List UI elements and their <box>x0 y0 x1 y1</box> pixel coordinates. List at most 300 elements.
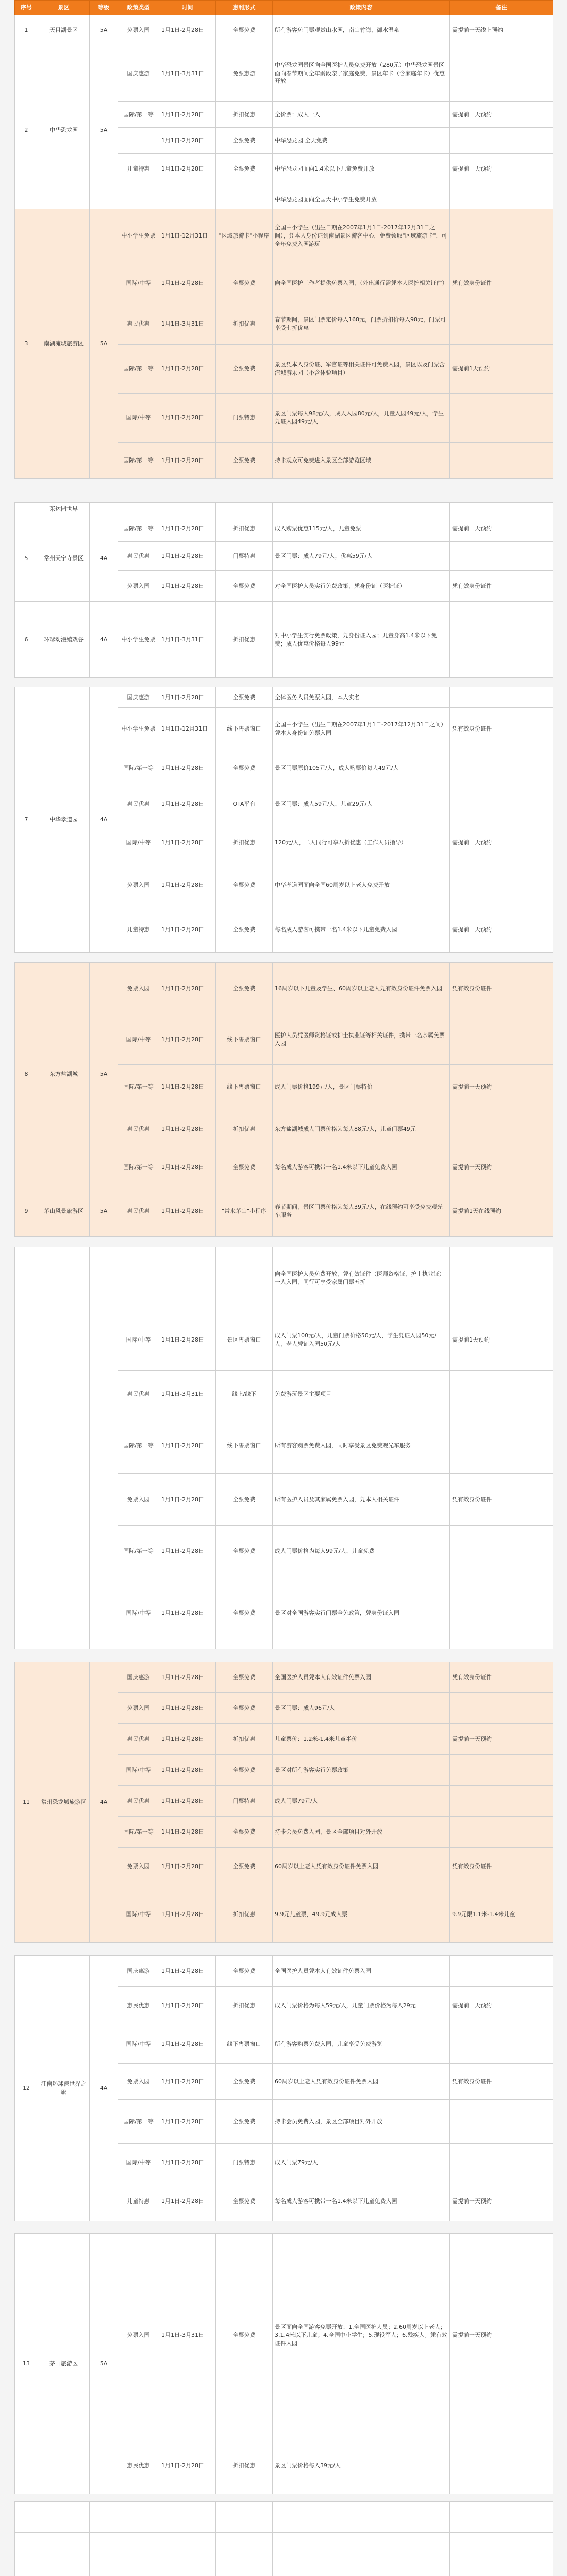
table-cell: 4A <box>90 602 118 678</box>
table-cell: 1月1日-2月28日 <box>159 345 216 394</box>
table-cell: 1月1日-2月28日 <box>159 1755 216 1786</box>
table-cell <box>38 1247 90 1649</box>
table-cell: 全票免费 <box>216 2182 273 2221</box>
table-row <box>15 602 553 678</box>
table-row <box>15 1247 553 1309</box>
table-cell <box>90 1247 118 1649</box>
table-cell <box>450 687 553 708</box>
table-cell: 每名成人游客可携带一名1.4米以下儿童免费入园 <box>273 2182 450 2221</box>
table-cell: 成人购票优惠115元/人，儿童免票 <box>273 515 450 542</box>
table-cell: 1月1日-2月28日 <box>159 102 216 128</box>
table-cell: 茅山风景旅游区 <box>38 1185 90 1237</box>
table-cell <box>216 1247 273 1309</box>
table-cell: 1月1日-2月28日 <box>159 1987 216 2025</box>
table-row <box>15 687 553 708</box>
table-cell: 全票免费 <box>216 128 273 154</box>
policy-table <box>14 1955 553 2221</box>
table-cell: 全票免费 <box>216 2064 273 2100</box>
table-cell: 全国中小学生（出生日期在2007年1月1日-2017年12月31日之间），凭本人身份证到南湖景区游客中心，免费领取"区域旅游卡"，可全年免费入园游玩 <box>273 209 450 263</box>
table-cell: 线下售票窗口 <box>216 1065 273 1109</box>
table-cell: 需提前一天预约 <box>450 822 553 863</box>
table-cell: 9.9元儿童票，49.9元成人票 <box>273 1886 450 1943</box>
table-cell: 3 <box>15 209 38 479</box>
table-cell: 景区门票：成人79元/人，优惠59元/人 <box>273 542 450 571</box>
table-cell <box>450 1577 553 1649</box>
table-cell: 惠民优惠 <box>118 1724 159 1755</box>
table-cell: 11 <box>15 1662 38 1943</box>
table-cell: 1月1日-2月28日 <box>159 515 216 542</box>
table-row <box>15 2502 553 2533</box>
table-cell: 中华恐龙园景区向全国医护人员免费开放（280元）中华恐龙园景区面向春节期间全年龄段亲子家庭免费，景区年卡（含家庭年卡）优惠开放 <box>273 45 450 102</box>
table-cell: 持卡会员免费入园，景区全部项目对外开放 <box>273 2100 450 2144</box>
table-cell: 线下售票窗口 <box>216 2025 273 2064</box>
table-cell: 1月1日-12月31日 <box>159 708 216 750</box>
column-header: 政策内容 <box>273 1 450 15</box>
table-cell: 全票免费 <box>216 863 273 907</box>
table-cell: 东方盐湖城 <box>38 963 90 1185</box>
table-cell <box>159 1247 216 1309</box>
table-cell: 全票免费 <box>216 154 273 184</box>
table-cell: 惠民优惠 <box>118 1987 159 2025</box>
table-cell: 1月1日-2月28日 <box>159 571 216 602</box>
column-header: 政策类型 <box>118 1 159 15</box>
table-cell: 国庆惠游 <box>118 1662 159 1693</box>
table-cell: 每名成人游客可携带一名1.4米以下儿童免费入园 <box>273 907 450 953</box>
table-cell: 线下售票窗口 <box>216 1417 273 1474</box>
column-header: 景区 <box>38 1 90 15</box>
table-cell: 国际/第一等 <box>118 1065 159 1109</box>
table-row <box>15 2533 553 2576</box>
table-cell: OTA平台 <box>216 786 273 822</box>
table-cell: 需提前一天预约 <box>450 154 553 184</box>
table-cell <box>450 1786 553 1817</box>
table-cell: 东方盐湖城成人门票价格为每人88元/人，儿童门票49元 <box>273 1109 450 1149</box>
table-cell: 向全国医护工作者提供免票入园，（外出通行需凭本人医护相关证件） <box>273 263 450 303</box>
table-cell: 需提前一天预约 <box>450 1724 553 1755</box>
table-cell: 1月1日-2月28日 <box>159 786 216 822</box>
table-cell: 1月1日-2月28日 <box>159 1886 216 1943</box>
table-cell: 对中小学生实行免票政策，凭身份证入园；儿童身高1.4米以下免费；成人优惠价格每人99元 <box>273 602 450 678</box>
table-cell <box>450 209 553 263</box>
table-cell: 1月1日-2月28日 <box>159 394 216 443</box>
table-cell <box>273 2502 450 2533</box>
table-cell: 国际/第一等 <box>118 2100 159 2144</box>
table-cell <box>90 503 118 515</box>
table-cell: 1月1日-2月28日 <box>159 154 216 184</box>
table-cell: 1月1日-2月28日 <box>159 1693 216 1724</box>
column-header: 惠利形式 <box>216 1 273 15</box>
table-cell: 儿童特惠 <box>118 2182 159 2221</box>
table-cell: 4A <box>90 1956 118 2221</box>
policy-table <box>14 0 553 215</box>
table-cell: 折扣优惠 <box>216 1886 273 1943</box>
table-cell <box>450 1247 553 1309</box>
table-cell: 凭有效身份证件 <box>450 1662 553 1693</box>
table-cell: 1月1日-2月28日 <box>159 2100 216 2144</box>
table-cell: 国际/第一等 <box>118 1526 159 1577</box>
table-cell: 景区凭本人身份证、军官证等相关证件可免费入园，景区以及门票含淹城游乐园（不含体验项目） <box>273 345 450 394</box>
policy-table-section <box>14 1247 553 1649</box>
table-cell: 全票免费 <box>216 443 273 479</box>
table-cell: 全票免费 <box>216 750 273 786</box>
table-cell <box>38 2502 90 2533</box>
table-cell: 1月1日-2月28日 <box>159 1577 216 1649</box>
policy-table <box>14 1662 553 1943</box>
table-cell: 1月1日-2月28日 <box>159 907 216 953</box>
table-cell: 环球动漫嬉戏谷 <box>38 602 90 678</box>
table-cell: 全国中小学生（出生日期在2007年1月1日-2017年12月31日之间）凭本人身份证免票入园 <box>273 708 450 750</box>
table-cell: 折扣优惠 <box>216 1109 273 1149</box>
table-cell: 16周岁以下儿童及学生、60周岁以上老人凭有效身份证件免票入园 <box>273 963 450 1014</box>
table-cell <box>273 503 450 515</box>
table-cell: 国际/中等 <box>118 1577 159 1649</box>
table-cell <box>450 303 553 345</box>
table-cell: 全票免费 <box>216 1755 273 1786</box>
table-cell: 江南环球港世界之旅 <box>38 1956 90 2221</box>
table-cell <box>450 1417 553 1474</box>
table-cell: 国际/第一等 <box>118 1417 159 1474</box>
table-cell: 凭有效身份证件 <box>450 2064 553 2100</box>
table-cell: 折扣优惠 <box>216 1987 273 2025</box>
column-header: 备注 <box>450 1 553 15</box>
table-cell: "区域旅游卡"小程序 <box>216 209 273 263</box>
table-cell: 成人门票79元/人 <box>273 2144 450 2182</box>
table-cell: 成人门票价格为每人59元/人，儿童门票价格为每人29元 <box>273 1987 450 2025</box>
table-cell: 1月1日-2月28日 <box>159 863 216 907</box>
table-cell: 凭有效身份证件 <box>450 1848 553 1886</box>
table-row <box>15 2234 553 2437</box>
table-cell <box>450 786 553 822</box>
table-cell: 5A <box>90 209 118 479</box>
table-cell: 国际/中等 <box>118 1755 159 1786</box>
table-cell: 全价票：成人一人 <box>273 102 450 128</box>
table-cell <box>90 2533 118 2576</box>
table-cell: 国际/中等 <box>118 1886 159 1943</box>
table-cell: 1月1日-2月28日 <box>159 1956 216 1987</box>
table-cell: 国际/第一等 <box>118 1817 159 1848</box>
table-cell: 4A <box>90 687 118 953</box>
table-cell: 需提前一天预约 <box>450 1149 553 1185</box>
table-cell: 需提前一天预约 <box>450 2182 553 2221</box>
table-cell: 全票免费 <box>216 1848 273 1886</box>
table-cell: 所有游客购票免费入园，同时享受景区免费观光车服务 <box>273 1417 450 1474</box>
table-cell: 凭有效身份证件 <box>450 708 553 750</box>
table-cell: 国际/第一等 <box>118 443 159 479</box>
table-cell: 天目湖景区 <box>38 15 90 45</box>
table-cell: 全体医务人员免票入园，本人实名 <box>273 687 450 708</box>
table-cell: 全票免费 <box>216 1693 273 1724</box>
table-cell: 需提前一天线上预约 <box>450 15 553 45</box>
table-header-row <box>15 1 553 15</box>
table-cell <box>118 1247 159 1309</box>
table-cell: 免费游玩景区主要项目 <box>273 1371 450 1417</box>
table-cell: 12 <box>15 1956 38 2221</box>
table-cell: 全票免费 <box>216 1526 273 1577</box>
table-cell: 春节期间，景区门票定价每人168元，门票折扣价每人98元，门票可享受七折优惠 <box>273 303 450 345</box>
table-cell: 1月1日-3月31日 <box>159 602 216 678</box>
table-cell: 1月1日-2月28日 <box>159 2144 216 2182</box>
table-cell <box>38 2533 90 2576</box>
table-cell: 中华恐龙园面向1.4米以下儿童免费开放 <box>273 154 450 184</box>
table-cell <box>159 2502 216 2533</box>
table-cell: 免票入园 <box>118 1693 159 1724</box>
table-cell: 中华恐龙园 <box>38 45 90 215</box>
policy-table <box>14 502 553 678</box>
table-cell: 需提前一天预约 <box>450 1065 553 1109</box>
table-cell <box>450 542 553 571</box>
table-cell: 全票免费 <box>216 15 273 45</box>
policy-table-section <box>14 2233 553 2494</box>
table-cell: 1月1日-3月31日 <box>159 45 216 102</box>
table-cell: 惠民优惠 <box>118 1371 159 1417</box>
policy-table-section <box>14 0 553 215</box>
table-cell: 1月1日-2月28日 <box>159 542 216 571</box>
table-cell: 60周岁以上老人凭有效身份证件免票入园 <box>273 1848 450 1886</box>
table-cell: 1月1日-2月28日 <box>159 1817 216 1848</box>
table-cell: 惠民优惠 <box>118 303 159 345</box>
table-cell: 门票特惠 <box>216 394 273 443</box>
table-row <box>15 1662 553 1693</box>
table-cell: 折扣优惠 <box>216 303 273 345</box>
policy-table-section <box>14 1955 553 2221</box>
table-cell: 东运园世界 <box>38 503 90 515</box>
table-cell: 4A <box>90 1662 118 1943</box>
table-cell: 5A <box>90 1185 118 1237</box>
table-cell: 免票入园 <box>118 2234 159 2437</box>
table-cell: 中华孝道园面向全国60周岁以上老人免费开放 <box>273 863 450 907</box>
table-cell: 折扣优惠 <box>216 602 273 678</box>
table-cell <box>450 1109 553 1149</box>
table-cell: 1月1日-2月28日 <box>159 1014 216 1065</box>
table-cell: 1月1日-2月28日 <box>159 15 216 45</box>
table-cell: 成人门票价格199元/人，景区门票特价 <box>273 1065 450 1109</box>
table-cell: 需提前一天预约 <box>450 1987 553 2025</box>
table-cell <box>450 394 553 443</box>
table-cell: 5A <box>90 15 118 45</box>
table-cell: 中小学生免票 <box>118 209 159 263</box>
policy-table <box>14 2501 553 2576</box>
table-cell: 全票免费 <box>216 263 273 303</box>
table-cell <box>450 128 553 154</box>
table-cell: 春节期间，景区门票价格为每人39元/人，在线预约可享受免费观光车服务 <box>273 1185 450 1237</box>
table-cell: 景区门票：成人59元/人，儿童29元/人 <box>273 786 450 822</box>
table-cell: 6 <box>15 602 38 678</box>
table-cell: 中华恐龙园 全天免费 <box>273 128 450 154</box>
table-cell <box>450 2025 553 2064</box>
table-cell: 2 <box>15 45 38 215</box>
table-cell: 国庆惠游 <box>118 1956 159 1987</box>
table-cell: 常州天宁寺景区 <box>38 515 90 602</box>
table-cell: 1月1日-2月28日 <box>159 822 216 863</box>
table-cell: 需提前一天预约 <box>450 2234 553 2437</box>
table-cell <box>450 443 553 479</box>
table-cell: 国际/第一等 <box>118 515 159 542</box>
table-cell: 儿童票价：1.2米-1.4米儿童半价 <box>273 1724 450 1755</box>
policy-table-section <box>14 502 553 678</box>
table-row <box>15 15 553 45</box>
table-cell: 9.9元限1.1米-1.4米儿童 <box>450 1886 553 1943</box>
table-cell: 所有医护人员及其家属免票入园，凭本人相关证件 <box>273 1474 450 1526</box>
column-header: 序号 <box>15 1 38 15</box>
policy-table-section <box>14 687 553 953</box>
table-cell: 1月1日-3月31日 <box>159 2234 216 2437</box>
table-cell: 惠民优惠 <box>118 542 159 571</box>
table-cell <box>450 2144 553 2182</box>
table-cell <box>450 1526 553 1577</box>
table-cell: 门票特惠 <box>216 2144 273 2182</box>
table-cell: 成人门票100元/人，儿童门票价格50元/人，学生凭证入园50元/人，老人凭证入园50元/人 <box>273 1309 450 1371</box>
table-cell: 需提前一天预约 <box>450 515 553 542</box>
table-cell: 景区门票原价105元/人，成人购票价每人49元/人 <box>273 750 450 786</box>
table-cell: 惠民优惠 <box>118 1109 159 1149</box>
table-cell: 全票免费 <box>216 1956 273 1987</box>
table-cell: 向全国医护人员免费开放，凭有效证件（医师资格证、护士执业证）一人入园，同行可享受家属门票五折 <box>273 1247 450 1309</box>
table-cell: 5A <box>90 45 118 215</box>
table-cell: 1月1日-2月28日 <box>159 128 216 154</box>
table-cell: 惠民优惠 <box>118 786 159 822</box>
table-cell: 5A <box>90 2234 118 2494</box>
table-cell <box>450 1693 553 1724</box>
table-cell: 需提前1天预约 <box>450 345 553 394</box>
table-cell: 免票入园 <box>118 1848 159 1886</box>
table-cell: 1月1日-2月28日 <box>159 2437 216 2494</box>
table-cell: 凭有效身份证件 <box>450 963 553 1014</box>
table-cell: 1月1日-3月31日 <box>159 303 216 345</box>
column-header: 等级 <box>90 1 118 15</box>
table-cell: 所有游客购票免费入园，儿童享受免费游览 <box>273 2025 450 2064</box>
table-cell: 1月1日-2月28日 <box>159 1417 216 1474</box>
table-cell: 120元/人，二人同行可享八折优惠（工作人员指导） <box>273 822 450 863</box>
table-cell: 需提前1天在线预约 <box>450 1185 553 1237</box>
table-cell: 凭有效身份证件 <box>450 1474 553 1526</box>
table-cell <box>15 1247 38 1649</box>
table-cell <box>450 2100 553 2144</box>
table-cell: 1月1日-2月28日 <box>159 443 216 479</box>
table-cell: 全国医护人员凭本人有效证件免票入园 <box>273 1956 450 1987</box>
table-cell: 免票入园 <box>118 15 159 45</box>
table-row <box>15 963 553 1014</box>
table-cell: 国际/第一等 <box>118 1149 159 1185</box>
table-cell: 成人门票价格为每人99元/人，儿童免费 <box>273 1526 450 1577</box>
table-cell: 国际/中等 <box>118 2025 159 2064</box>
table-cell: 中华恐龙园面向全国大中小学生免费开放 <box>273 184 450 215</box>
table-cell: 全票免费 <box>216 963 273 1014</box>
table-cell: 1月1日-2月28日 <box>159 1185 216 1237</box>
table-cell <box>450 2437 553 2494</box>
table-cell: 1月1日-2月28日 <box>159 1309 216 1371</box>
table-cell <box>216 503 273 515</box>
table-cell: 门票特惠 <box>216 542 273 571</box>
table-cell: 1月1日-2月28日 <box>159 1786 216 1817</box>
table-row <box>15 209 553 263</box>
table-cell <box>450 45 553 102</box>
table-cell: 免票入园 <box>118 963 159 1014</box>
table-cell: 1月1日-2月28日 <box>159 750 216 786</box>
table-cell: 医护人员凭医师资格证或护士执业证等相关证件，携带一名亲属免票入园 <box>273 1014 450 1065</box>
table-cell: 1月1日-2月28日 <box>159 1109 216 1149</box>
table-cell <box>90 2502 118 2533</box>
table-cell: 中华孝道园 <box>38 687 90 953</box>
table-cell: 凭有效身份证件 <box>450 263 553 303</box>
table-cell: 折扣优惠 <box>216 1724 273 1755</box>
table-cell <box>159 2533 216 2576</box>
table-cell: 免票入园 <box>118 1474 159 1526</box>
table-cell: 门票特惠 <box>216 1786 273 1817</box>
table-cell: 成人门票79元/人 <box>273 1786 450 1817</box>
table-cell: 惠民优惠 <box>118 2437 159 2494</box>
table-cell: 凭有效身份证件 <box>450 571 553 602</box>
table-cell <box>450 602 553 678</box>
policy-table <box>14 1247 553 1649</box>
table-cell: 8 <box>15 963 38 1185</box>
table-cell: 中小学生免票 <box>118 602 159 678</box>
table-cell: 1月1日-2月28日 <box>159 1149 216 1185</box>
policy-table-section <box>14 2501 553 2576</box>
table-cell: 国际/中等 <box>118 394 159 443</box>
table-cell: 全票免费 <box>216 687 273 708</box>
table-cell <box>216 2533 273 2576</box>
policy-table-section <box>14 962 553 1237</box>
table-row <box>15 1185 553 1237</box>
table-cell: 景区对所有游客实行免票政策 <box>273 1755 450 1786</box>
table-cell: 全票免费 <box>216 2100 273 2144</box>
table-cell <box>216 2502 273 2533</box>
table-cell: 1月1日-2月28日 <box>159 1724 216 1755</box>
table-cell <box>450 1755 553 1786</box>
table-cell: 全票免费 <box>216 345 273 394</box>
table-cell: 全票免费 <box>216 2234 273 2437</box>
table-cell: 国际/中等 <box>118 1014 159 1065</box>
table-cell: 折扣优惠 <box>216 102 273 128</box>
table-cell: 折扣优惠 <box>216 515 273 542</box>
table-cell: 景区门票：成人96元/人 <box>273 1693 450 1724</box>
table-cell: 1月1日-2月28日 <box>159 1848 216 1886</box>
table-cell <box>450 503 553 515</box>
table-cell: 1 <box>15 15 38 45</box>
table-cell: 1月1日-2月28日 <box>159 1662 216 1693</box>
table-cell: 儿童特惠 <box>118 154 159 184</box>
policy-table <box>14 209 553 479</box>
table-cell: 国庆惠游 <box>118 687 159 708</box>
table-cell: 1月1日-2月28日 <box>159 963 216 1014</box>
table-cell: 线下售票窗口 <box>216 708 273 750</box>
table-cell: 景区门票价格每人39元/人 <box>273 2437 450 2494</box>
table-cell <box>15 2533 38 2576</box>
table-cell: 儿童特惠 <box>118 907 159 953</box>
table-cell <box>118 2533 159 2576</box>
table-cell: 国际/第一等 <box>118 102 159 128</box>
table-cell: 线下售票窗口 <box>216 1014 273 1065</box>
table-cell: 1月1日-2月28日 <box>159 1526 216 1577</box>
table-cell: 国际/中等 <box>118 1309 159 1371</box>
table-cell <box>450 1956 553 1987</box>
table-cell: 景区门票每人98元/人，成人入园80元/人，儿童入园49元/人，学生凭证入园49元/人 <box>273 394 450 443</box>
table-cell: 全票免费 <box>216 1817 273 1848</box>
table-cell: 7 <box>15 687 38 953</box>
table-cell: 需提前一天预约 <box>450 102 553 128</box>
table-cell <box>15 503 38 515</box>
table-cell <box>273 2533 450 2576</box>
table-cell <box>450 1817 553 1848</box>
table-cell <box>450 1014 553 1065</box>
policy-table <box>14 962 553 1237</box>
table-cell: 1月1日-2月28日 <box>159 2025 216 2064</box>
table-cell: 全票免费 <box>216 1149 273 1185</box>
column-header: 时间 <box>159 1 216 15</box>
table-cell <box>450 2533 553 2576</box>
table-cell: 国际/第一等 <box>118 750 159 786</box>
table-row <box>15 1956 553 1987</box>
